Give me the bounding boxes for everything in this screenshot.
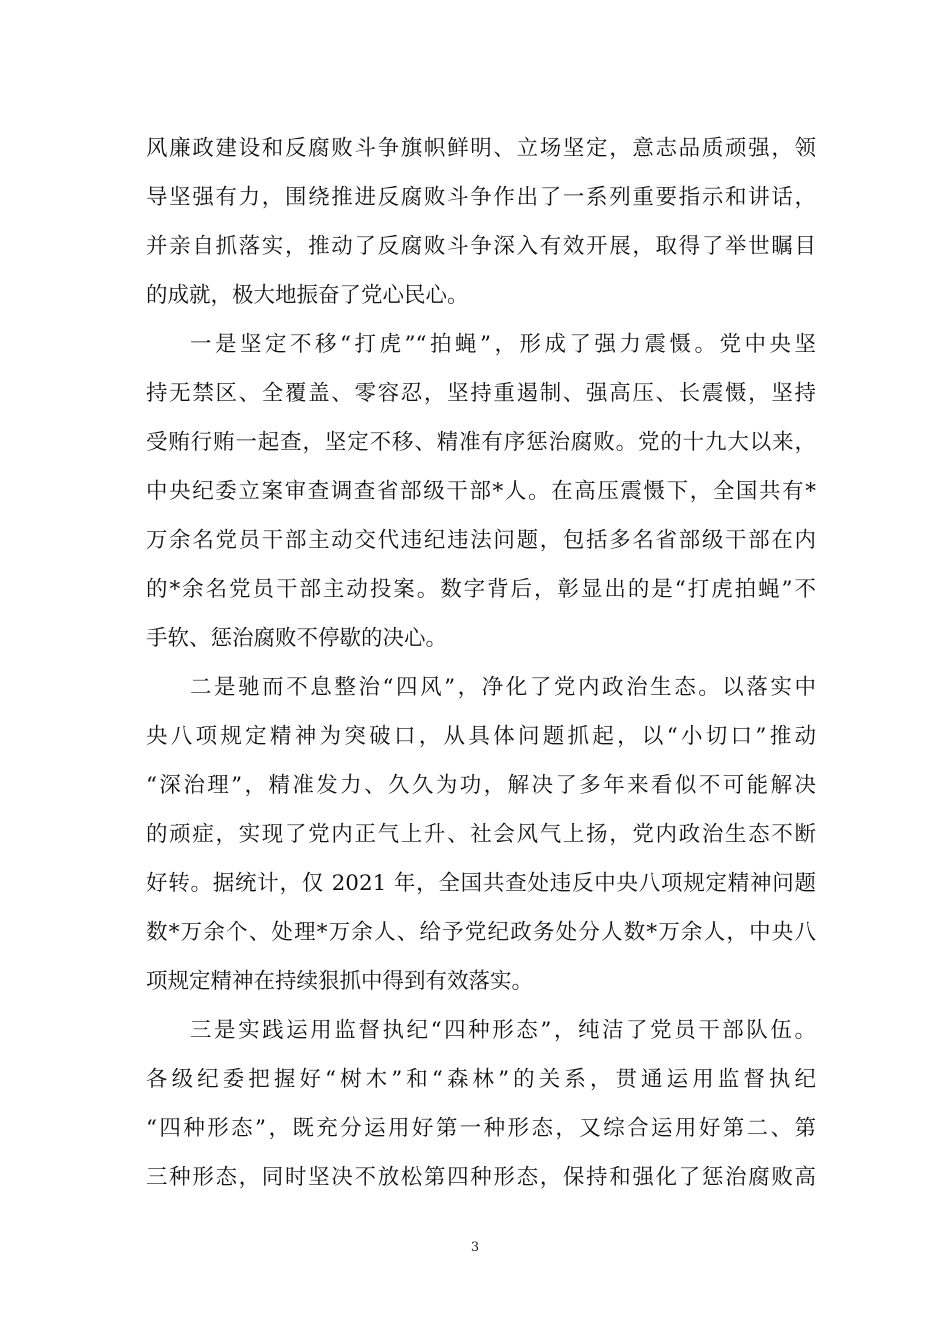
text-line: 中央纪委立案审查调查省部级干部*人。在高压震慑下，全国共有*	[146, 479, 816, 504]
paragraph-first-line: 三是实践运用监督执纪“四种形态”，纯洁了党员干部队伍。	[190, 1018, 816, 1043]
text-line: 万余名党员干部主动交代违纪违法问题，包括多名省部级干部在内	[146, 528, 816, 553]
text-line: 好转。据统计，仅 2021 年，全国共查处违反中央八项规定精神问题	[146, 871, 816, 896]
text-line: 央八项规定精神为突破口，从具体问题抓起，以“小切口”推动	[146, 724, 816, 749]
text-line: 并亲自抓落实，推动了反腐败斗争深入有效开展，取得了举世瞩目	[146, 234, 816, 259]
text-line: 的*余名党员干部主动投案。数字背后，彰显出的是“打虎拍蝇”不	[146, 577, 816, 602]
text-line: 项规定精神在持续狠抓中得到有效落实。	[146, 969, 534, 994]
text-line: 各级纪委把握好“树木”和“森林”的关系，贯通运用监督执纪	[146, 1067, 816, 1092]
paragraph-first-line: 一是坚定不移“打虎”“拍蝇”，形成了强力震慑。党中央坚	[190, 332, 816, 357]
text-line: 的成就，极大地振奋了党心民心。	[146, 283, 469, 308]
text-line: “深治理”，精准发力、久久为功，解决了多年来看似不可能解决	[146, 773, 816, 798]
text-line: 受贿行贿一起查，坚定不移、精准有序惩治腐败。党的十九大以来，	[146, 430, 816, 455]
text-line: 风廉政建设和反腐败斗争旗帜鲜明、立场坚定，意志品质顽强，领	[146, 136, 816, 161]
text-line: 手软、惩治腐败不停歇的决心。	[146, 626, 448, 651]
text-line: 导坚强有力，围绕推进反腐败斗争作出了一系列重要指示和讲话，	[146, 185, 816, 210]
text-line: 持无禁区、全覆盖、零容忍，坚持重遏制、强高压、长震慑，坚持	[146, 381, 816, 406]
text-line: 的顽症，实现了党内正气上升、社会风气上扬，党内政治生态不断	[146, 822, 816, 847]
text-line: 三种形态，同时坚决不放松第四种形态，保持和强化了惩治腐败高	[146, 1165, 816, 1190]
text-line: “四种形态”，既充分运用好第一种形态，又综合运用好第二、第	[146, 1116, 816, 1141]
text-line: 数*万余个、处理*万余人、给予党纪政务处分人数*万余人，中央八	[146, 920, 816, 945]
page-number: 3	[470, 1240, 480, 1255]
paragraph-first-line: 二是驰而不息整治“四风”，净化了党内政治生态。以落实中	[190, 675, 816, 700]
body-text	[146, 124, 816, 1202]
